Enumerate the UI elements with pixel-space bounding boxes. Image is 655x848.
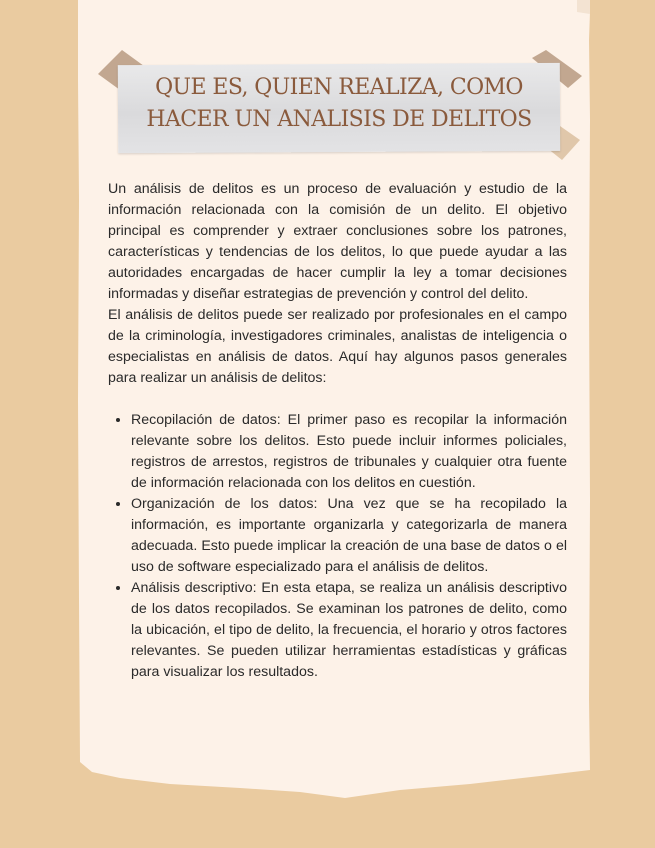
intro-paragraph: Un análisis de delitos es un proceso de evaluación y estudio de la información relacionada con la comisión de un delito. El objetivo principal es comprender y extraer conclusiones sobre los patrones, características y tendencias de los delitos, lo que puede ayudar a las autoridades encargadas de hacer cumplir la ley a tomar decisiones informadas y diseñar estrategias de prevención y control del delito. xyxy=(108,181,567,302)
page-title xyxy=(118,72,560,136)
who-paragraph: El análisis de delitos puede ser realizado por profesionales en el campo de la criminología, investigadores criminales, analistas de inteligencia o especialistas en análisis de datos. Aquí hay algunos pasos generales para realizar un análisis de delitos: xyxy=(108,307,567,386)
list-item: • Análisis descriptivo: En esta etapa, se realiza un análisis descriptivo de los datos recopilados. Se examinan los patrones de delito, como la ubicación, el tipo de delito, la frecuencia, el horario y otros factores relevantes. Se pueden utilizar herramientas estadísticas y gráficas para visualizar los resultados. xyxy=(131,578,567,683)
list-item: • Recopilación de datos: El primer paso es recopilar la información relevante sobre los delitos. Esto puede incluir informes policiales, registros de arrestos, registros de tribunales y cualquier otra fuente de información relacionada con los delitos en cuestión. xyxy=(131,410,567,494)
list-item: • Organización de los datos: Una vez que se ha recopilado la información, es importante organizarla y categorizarla de manera adecuada. Esto puede implicar la creación de una base de datos o el uso de software especializado para el análisis de delitos. xyxy=(131,494,567,578)
title-line-2: HACER UN ANALISIS DE DELITOS xyxy=(146,107,532,132)
article-body xyxy=(108,179,567,683)
steps-list xyxy=(108,410,567,683)
title-line-1: QUE ES, QUIEN REALIZA, COMO xyxy=(155,75,523,100)
